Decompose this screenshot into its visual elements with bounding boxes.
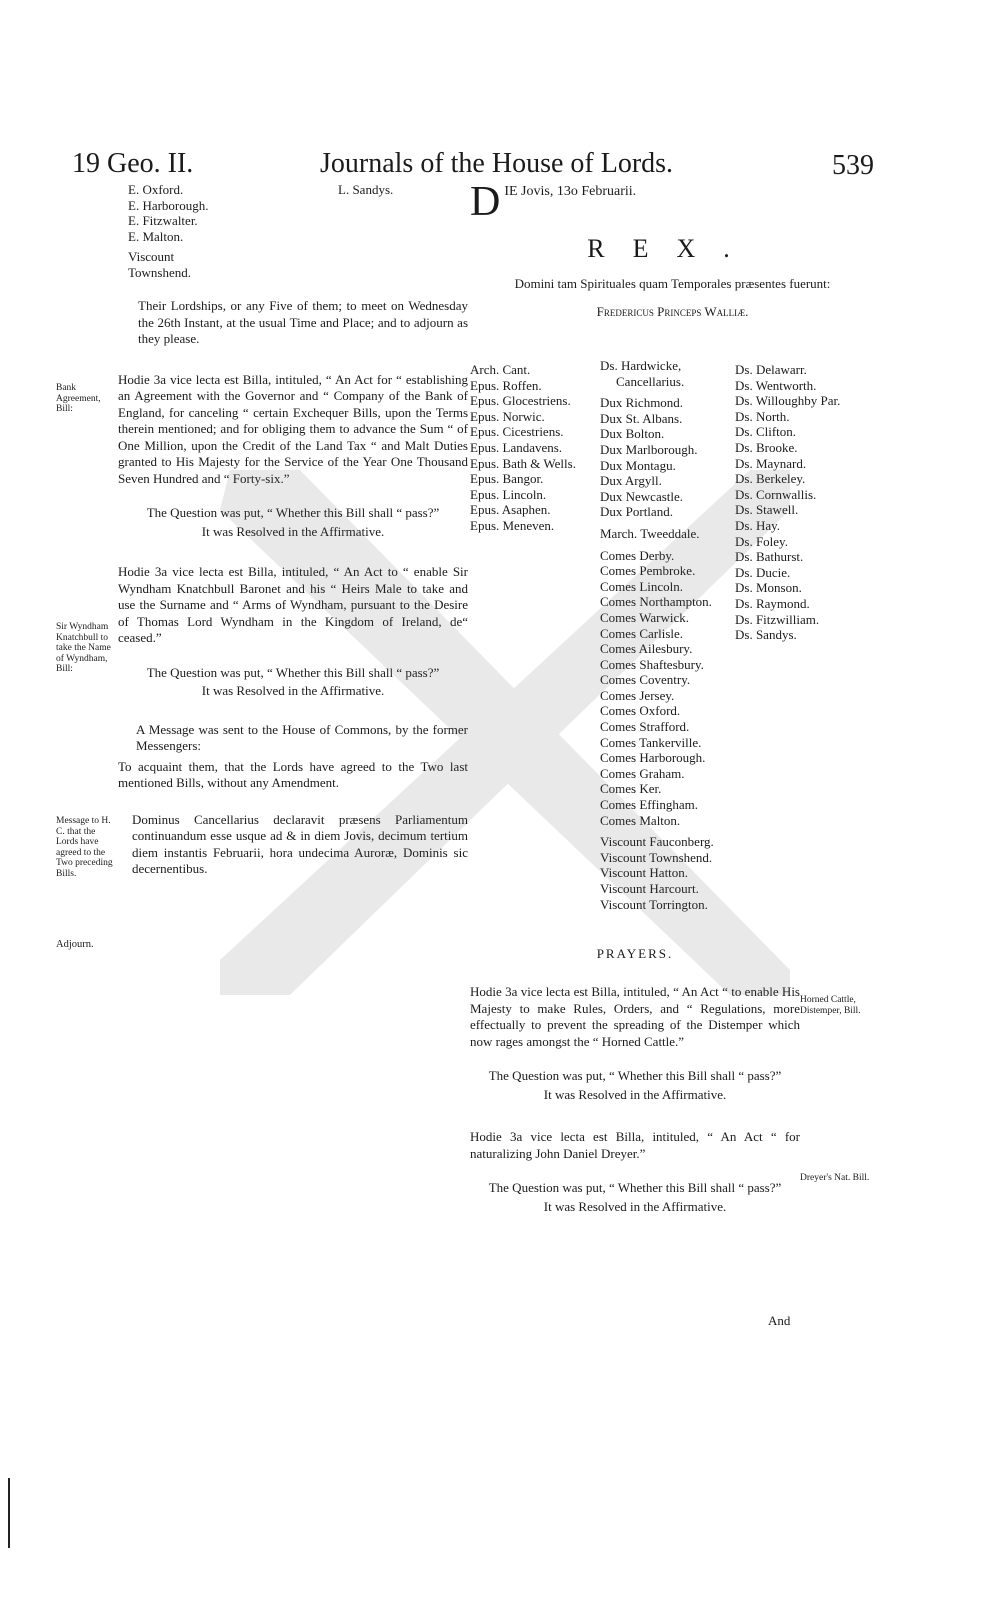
lord-entry: March. Tweeddale. [600, 525, 700, 541]
question-text: The Question was put, “ Whether this Bill shall “ pass?” [146, 505, 440, 520]
catchword: And [768, 1313, 791, 1328]
message-text: A Message was sent to the House of Commons, by the former Messengers: [136, 721, 468, 753]
lord-entry: Arch. Cant. [470, 362, 531, 377]
lord-entry: Comes Strafford. [600, 719, 690, 735]
lord-entry: Ds. Clifton. [735, 424, 797, 440]
question-text: The Question was put, “ Whether this Bill shall “ pass?” [488, 1180, 782, 1195]
lord-entry: Viscount Harcourt. [600, 881, 699, 896]
page-number: 539 [832, 150, 874, 181]
lord-entry: Comes Graham. [600, 765, 685, 781]
lord-entry: Epus. Norwic. [470, 408, 545, 424]
lord-entry: Comes Ker. [600, 781, 662, 797]
lord-entry: Comes Harborough. [600, 750, 706, 766]
lord-entry: Ds. Bathurst. [735, 549, 804, 565]
lord-entry: Cancellarius. [616, 373, 685, 389]
lord-entry: Epus. Asaphen. [470, 502, 551, 518]
sitting-date: IE Jovis, 13o Februarii. [504, 184, 637, 199]
adjournment-text: Dominus Cancellarius declaravit præsens Parliamentum continuandum esse usque ad & in diem Jovis, decimum tertium diem instantis Februarii, hora undecima Auroræ, Dominis sic decernentibus. [132, 811, 468, 876]
present-statement: Domini tam Spirituales quam Temporales præsentes fuerunt: [514, 276, 831, 291]
lord-entry: Ds. Ducie. [735, 564, 791, 580]
lord-entry: Epus. Roffen. [470, 377, 542, 393]
lord-entry: Dux St. Albans. [600, 410, 683, 426]
lord-entry: Comes Jersey. [600, 687, 675, 703]
committee-member: E. Oxford. [128, 182, 184, 197]
resolution-text: It was Resolved in the Affirmative. [201, 683, 385, 698]
rex-heading: REX. [587, 234, 758, 263]
lords-spiritual-list [470, 362, 576, 534]
question-text: The Question was put, “ Whether this Bill shall “ pass?” [146, 664, 440, 680]
resolution-text: It was Resolved in the Affirmative. [543, 1086, 727, 1102]
committee-member: Viscount Townshend. [128, 249, 192, 280]
margin-note: Bank Agreement, Bill: [56, 383, 101, 414]
lord-entry: Ds. Berkeley. [735, 471, 806, 487]
lord-entry: Comes Malton. [600, 812, 681, 828]
barons-list [735, 362, 840, 643]
lord-entry: Comes Northampton. [600, 594, 712, 610]
lord-entry: Viscount Torrington. [600, 896, 708, 912]
lord-entry: Ds. Hardwicke, [600, 358, 682, 373]
lord-entry: Ds. Monson. [735, 580, 802, 596]
lord-entry: Comes Oxford. [600, 703, 681, 719]
left-column [118, 182, 468, 878]
lord-entry: Epus. Meneven. [470, 517, 555, 533]
lord-entry: Comes Carlisle. [600, 625, 684, 641]
lord-entry: Comes Coventry. [600, 672, 691, 688]
question-text: The Question was put, “ Whether this Bill shall “ pass?” [488, 1068, 782, 1083]
resolution-text: It was Resolved in the Affirmative. [543, 1198, 727, 1214]
lord-entry: Comes Lincoln. [600, 578, 684, 594]
prayers-section [470, 946, 800, 1215]
lord-entry: Ds. Wentworth. [735, 377, 817, 393]
lord-entry: Comes Effingham. [600, 797, 698, 813]
committee-list-left [128, 182, 248, 280]
lord-entry: Viscount Hatton. [600, 865, 689, 881]
lord-entry: Ds. Cornwallis. [735, 486, 817, 502]
lord-entry: Ds. Raymond. [735, 595, 810, 611]
drop-capital: D [470, 179, 501, 225]
lord-entry: Epus. Cicestriens. [470, 424, 564, 440]
bill-entry-text: Hodie 3a vice lecta est Billa, intituled, “ An Act “ for naturalizing John Daniel Dreyer.” [470, 1129, 800, 1161]
lord-entry: Ds. Sandys. [735, 627, 797, 643]
committee-instructions: Their Lordships, or any Five of them; to meet on Wednesday the 26th Instant, at the usual Time and Place; and to adjourn as they please. [138, 298, 468, 346]
committee-member: E. Fitzwalter. [128, 213, 198, 228]
lord-entry: Dux Montagu. [600, 457, 676, 473]
lord-entry: Comes Shaftesbury. [600, 656, 704, 672]
lord-entry: Comes Pembroke. [600, 563, 696, 579]
lord-entry: Ds. North. [735, 408, 790, 424]
message-text-2: To acquaint them, that the Lords have agreed to the Two last mentioned Bills, without any Amendment. [118, 758, 468, 790]
margin-note: Horned Cattle, Distemper, Bill. [800, 995, 861, 1016]
margin-note: Adjourn. [56, 939, 94, 950]
lord-entry: Ds. Brooke. [735, 439, 798, 455]
prayers-heading: PRAYERS. [596, 946, 674, 961]
lord-entry: Comes Warwick. [600, 609, 689, 625]
lord-entry: Ds. Maynard. [735, 455, 807, 471]
lord-entry: Dux Richmond. [600, 395, 684, 411]
running-title: Journals of the House of Lords. [320, 148, 674, 179]
prince-of-wales: Fredericus Princeps Walliæ. [596, 304, 749, 319]
bill-entry-text: Hodie 3a vice lecta est Billa, intituled, “ An Act “ to enable His Majesty to make Rules, Orders, and “ Regulations, more effectually to prevent the spreading of the Distemper which now rages amongst the “ Horned Cattle.” [470, 984, 800, 1049]
lord-entry: Viscount Fauconberg. [600, 834, 714, 850]
committee-member: E. Malton. [128, 228, 184, 244]
lord-entry: Epus. Bath & Wells. [470, 455, 576, 471]
resolution-text: It was Resolved in the Affirmative. [201, 523, 385, 539]
lord-entry: Dux Portland. [600, 504, 673, 520]
lord-entry: Ds. Stawell. [735, 502, 799, 518]
lord-entry: Ds. Foley. [735, 533, 788, 549]
lord-entry: Epus. Landavens. [470, 439, 563, 455]
lord-entry: Ds. Willoughby Par. [735, 393, 841, 409]
lord-entry: Comes Tankerville. [600, 734, 702, 750]
lord-entry: Dux Bolton. [600, 426, 665, 442]
right-column [470, 179, 875, 320]
committee-member: E. Harborough. [128, 197, 209, 213]
margin-note: Message to H. C. that the Lords have agreed to the Two preceding Bills. [56, 816, 113, 879]
lord-entry: Ds. Delawarr. [735, 362, 807, 377]
committee-list-right [338, 182, 393, 198]
margin-note: Dreyer's Nat. Bill. [800, 1173, 870, 1183]
margin-note: Sir Wyndham Knatchbull to take the Name of Wyndham, Bill: [56, 622, 111, 674]
lords-temporal-list [600, 358, 714, 912]
lord-entry: Comes Derby. [600, 547, 675, 563]
bill-entry-text: Hodie 3a vice lecta est Billa, intituled, “ An Act for “ establishing an Agreement with the Governor and “ Company of the Bank of England, for canceling “ certain Exchequer Bills, upon the Terms therein mentioned; and for obliging them to advance the Sum “ of One Million, upon the Credit of the Land Tax “ and Malt Duties granted to His Majesty for the Service of the Year One Thousand Seven Hundred and “ Forty-six.” [118, 371, 468, 486]
lord-entry: Comes Ailesbury. [600, 641, 693, 657]
lord-entry: Epus. Glocestriens. [470, 393, 571, 409]
lord-entry: Ds. Hay. [735, 517, 781, 533]
lord-entry: Dux Argyll. [600, 473, 662, 489]
lord-entry: Dux Marlborough. [600, 441, 698, 457]
lord-entry: Ds. Fitzwilliam. [735, 611, 820, 627]
lord-entry: Epus. Lincoln. [470, 486, 547, 502]
bill-entry-text: Hodie 3a vice lecta est Billa, intituled, “ An Act to “ enable Sir Wyndham Knatchbull Baronet and his “ Heirs Male to take and use the Surname and “ Arms of Wyndham, pursuant to the Desire of Thomas Lord Wyndham in the Kingdom of Ireland, de“ ceased.” [118, 564, 468, 645]
lord-entry: Dux Newcastle. [600, 488, 684, 504]
edge-mark [8, 1478, 10, 1548]
lord-entry: Viscount Townshend. [600, 849, 713, 865]
regnal-year: 19 Geo. II. [72, 148, 194, 179]
committee-member: L. Sandys. [338, 182, 394, 197]
lord-entry: Epus. Bangor. [470, 471, 544, 487]
